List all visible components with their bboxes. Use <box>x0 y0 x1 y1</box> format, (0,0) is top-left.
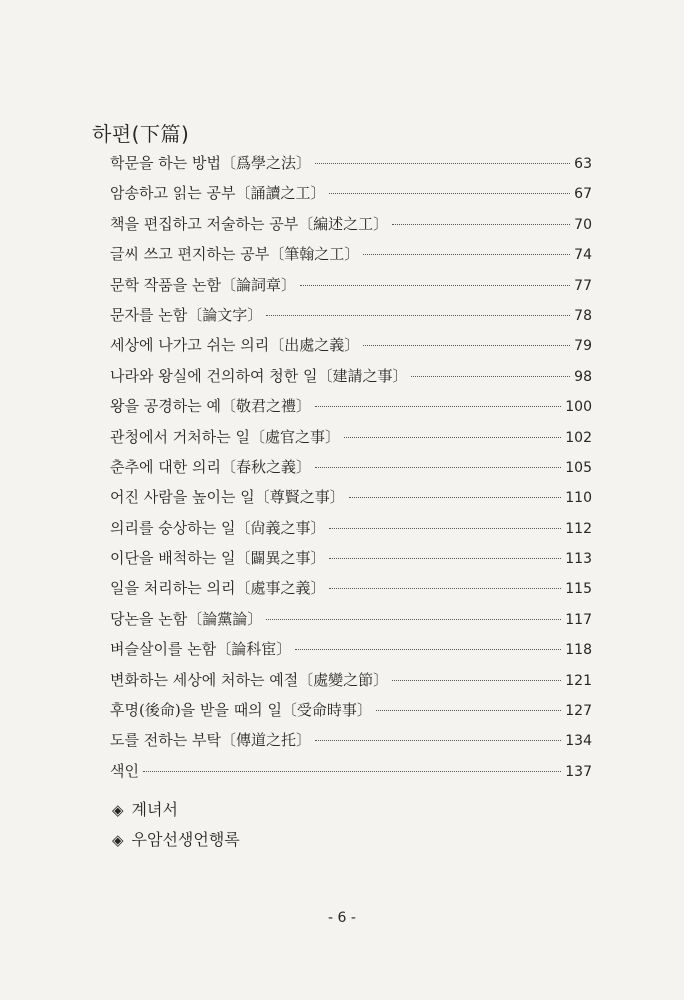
appendix-label: 계녀서 <box>131 800 178 819</box>
toc-entry <box>110 304 592 334</box>
toc-entry <box>110 152 592 182</box>
toc-entry-page: 121 <box>565 672 592 689</box>
toc-entry-title: 이단을 배척하는 일〔闢異之事〕 <box>110 549 326 568</box>
toc-entry-page: 100 <box>565 399 592 416</box>
toc-entry-page: 78 <box>574 307 592 324</box>
diamond-bullet-icon: ◈ <box>112 801 124 819</box>
toc-entry-page: 67 <box>574 186 592 203</box>
toc-entry-page: 127 <box>565 703 592 720</box>
toc-entry-page: 118 <box>565 642 592 659</box>
toc-entry <box>110 760 592 790</box>
dot-leader <box>363 345 570 346</box>
toc-entry <box>110 699 592 729</box>
dot-leader <box>143 771 561 772</box>
toc-entry-title: 당논을 논함〔論黨論〕 <box>110 609 263 628</box>
toc-entry <box>110 182 592 212</box>
dot-leader <box>295 649 561 650</box>
toc-entry-page: 102 <box>565 429 592 446</box>
toc-entry-page: 77 <box>574 277 592 294</box>
toc-entry-title: 어진 사람을 높이는 일〔尊賢之事〕 <box>110 488 345 507</box>
toc-entry <box>110 638 592 668</box>
dot-leader <box>266 619 561 620</box>
toc-entry-title: 나라와 왕실에 건의하여 청한 일〔建請之事〕 <box>110 366 408 385</box>
toc-entry <box>110 274 592 304</box>
toc-entry-page: 98 <box>574 368 592 385</box>
appendix-item <box>112 797 178 820</box>
toc-entry-page: 113 <box>565 551 592 568</box>
toc-entry <box>110 729 592 759</box>
toc-entry-title: 춘추에 대한 의리〔春秋之義〕 <box>110 457 311 476</box>
dot-leader <box>315 740 561 741</box>
toc-entry <box>110 456 592 486</box>
dot-leader <box>392 224 570 225</box>
toc-entry <box>110 243 592 273</box>
toc-entry-title: 왕을 공경하는 예〔敬君之禮〕 <box>110 397 311 416</box>
toc-entry-page: 117 <box>565 611 592 628</box>
dot-leader <box>392 680 561 681</box>
toc-entry <box>110 395 592 425</box>
toc-entry <box>110 486 592 516</box>
toc-entry-title: 후명(後命)을 받을 때의 일〔受命時事〕 <box>110 701 372 720</box>
toc-entry <box>110 213 592 243</box>
section-title: 하편(下篇) <box>92 122 190 146</box>
dot-leader <box>329 193 570 194</box>
toc-entry <box>110 669 592 699</box>
dot-leader <box>329 588 561 589</box>
dot-leader <box>376 710 561 711</box>
dot-leader <box>329 558 561 559</box>
toc-entry <box>110 365 592 395</box>
toc-entry-title: 의리를 숭상하는 일〔尙義之事〕 <box>110 518 326 537</box>
toc-entry <box>110 608 592 638</box>
dot-leader <box>329 528 561 529</box>
toc-entry-page: 74 <box>574 247 592 264</box>
toc-entry-title: 책을 편집하고 저술하는 공부〔編述之工〕 <box>110 214 389 233</box>
table-of-contents <box>110 152 592 790</box>
toc-entry-page: 70 <box>574 216 592 233</box>
toc-entry-page: 115 <box>565 581 592 598</box>
toc-entry-title: 관청에서 거처하는 일〔處官之事〕 <box>110 427 340 446</box>
toc-entry <box>110 426 592 456</box>
toc-entry-title: 벼슬살이를 논함〔論科宦〕 <box>110 640 292 659</box>
toc-entry-title: 도를 전하는 부탁〔傳道之托〕 <box>110 731 311 750</box>
dot-leader <box>266 315 570 316</box>
dot-leader <box>344 437 561 438</box>
appendix-item <box>112 827 240 850</box>
toc-entry-title: 문학 작품을 논함〔論詞章〕 <box>110 275 296 294</box>
toc-entry-title: 문자를 논함〔論文字〕 <box>110 305 263 324</box>
dot-leader <box>411 376 570 377</box>
toc-entry <box>110 547 592 577</box>
toc-entry-title: 세상에 나가고 쉬는 의리〔出處之義〕 <box>110 336 360 355</box>
dot-leader <box>315 406 561 407</box>
toc-entry-page: 137 <box>565 763 592 780</box>
toc-entry-title: 일을 처리하는 의리〔處事之義〕 <box>110 579 326 598</box>
toc-entry <box>110 334 592 364</box>
toc-entry-page: 63 <box>574 156 592 172</box>
toc-entry-title: 색인 <box>110 761 139 780</box>
toc-entry-page: 110 <box>565 490 592 507</box>
toc-entry <box>110 517 592 547</box>
page-number: - 6 - <box>328 910 356 926</box>
toc-entry-title: 학문을 하는 방법〔爲學之法〕 <box>110 154 311 172</box>
toc-entry-page: 112 <box>565 520 592 537</box>
dot-leader <box>363 254 570 255</box>
toc-entry-page: 105 <box>565 459 592 476</box>
dot-leader <box>300 285 570 286</box>
toc-entry-title: 글씨 쓰고 편지하는 공부〔筆翰之工〕 <box>110 245 360 264</box>
dot-leader <box>315 467 561 468</box>
toc-entry-title: 암송하고 읽는 공부〔誦讀之工〕 <box>110 184 326 203</box>
diamond-bullet-icon: ◈ <box>112 831 124 849</box>
toc-entry-page: 79 <box>574 338 592 355</box>
dot-leader <box>315 163 570 164</box>
dot-leader <box>349 497 562 498</box>
toc-entry-page: 134 <box>565 733 592 750</box>
toc-entry <box>110 577 592 607</box>
toc-entry-title: 변화하는 세상에 처하는 예절〔處變之節〕 <box>110 670 389 689</box>
appendix-label: 우암선생언행록 <box>131 830 240 849</box>
